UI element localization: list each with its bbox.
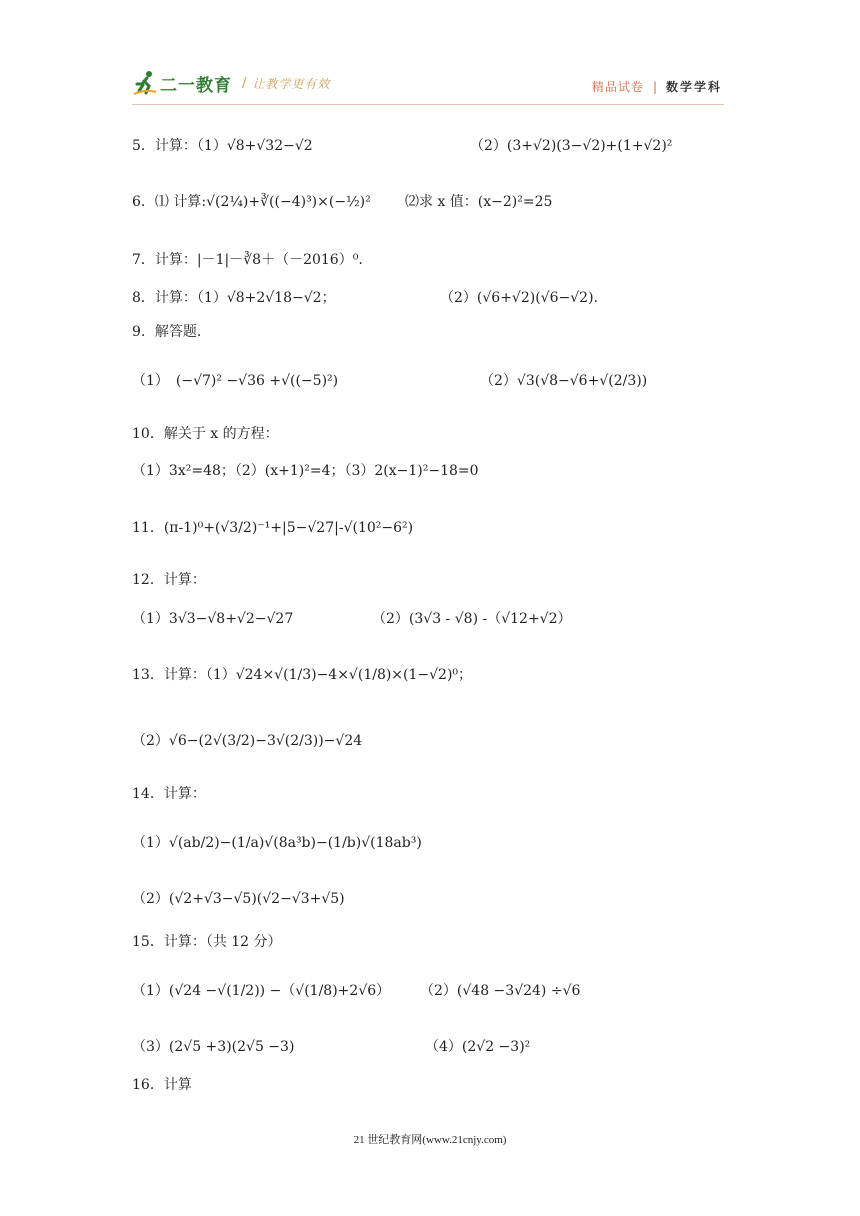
problem-13: 13．计算：（1）√24×√(1/3)−4×√(1/8)×(1−√2)⁰；: [132, 667, 473, 683]
header-separator: |: [652, 79, 657, 94]
problem-14-1: （1）√(ab/2)−(1/a)√(8a³b)−(1/b)√(18ab³): [132, 835, 422, 851]
problem-10: 10．解关于 x 的方程：: [132, 426, 279, 442]
header-slash: /: [242, 75, 247, 91]
problem-14: 14．计算：: [132, 786, 206, 802]
problem-12-1: （1）3√3−√8+√2−√27: [132, 611, 294, 627]
problem-12-2: （2）(3√3 - √8) -（√12+√2）: [372, 611, 572, 627]
problem-6: 6．⑴ 计算:√(2¼)+∛((−4)³)×(−½)²: [132, 194, 371, 210]
problem-8: 8．计算：（1）√8+2√18−√2；: [132, 290, 336, 306]
problem-15-4: （4）(2√2 −3)²: [425, 1039, 531, 1055]
header-rule: [132, 104, 724, 105]
problem-9: 9．解答题.: [132, 324, 202, 340]
brand-slogan: 让教学更有效: [252, 76, 331, 91]
problem-5-part2: （2）(3+√2)(3−√2)+(1+√2)²: [470, 138, 673, 154]
problem-15-1: （1）(√24 −√(1/2)) −（√(1/8)+2√6）: [132, 983, 391, 999]
problem-7: 7．计算：|－1|－∛8＋（－2016）⁰.: [132, 252, 363, 268]
problem-9-2: （2）√3(√8−√6+√(2/3)): [480, 373, 648, 389]
problem-16: 16．计算: [132, 1077, 192, 1093]
problem-15-2: （2）(√48 −3√24) ÷√6: [420, 983, 581, 999]
problem-6-part2: ⑵求 x 值：(x−2)²=25: [405, 194, 553, 210]
brand-name: 二一教育: [160, 75, 232, 96]
brand-logo: [132, 70, 330, 96]
problem-15: 15．计算：（共 12 分）: [132, 934, 282, 950]
problem-5: 5．计算：（1）√8+√32−√2: [132, 138, 313, 154]
problem-11: 11．(π-1)⁰+(√3/2)⁻¹+|5−√27|-√(10²−6²): [132, 520, 414, 536]
problem-14-2: （2）(√2+√3−√5)(√2−√3+√5): [132, 891, 345, 907]
problem-9-1: （1） (−√7)² −√36 +√((−5)²): [132, 373, 339, 389]
page-footer: 21 世纪教育网(www.21cnjy.com): [353, 1134, 507, 1146]
problem-13-2: （2）√6−(2√(3/2)−3√(2/3))−√24: [132, 733, 363, 749]
runner-logo-icon: [132, 70, 158, 96]
header-right: [592, 78, 722, 95]
page-header: [132, 66, 722, 102]
problem-12: 12．计算：: [132, 572, 206, 588]
subject-label: 数学学科: [665, 80, 722, 94]
product-label: 精品试卷: [591, 80, 644, 94]
problem-15-3: （3）(2√5 +3)(2√5 −3): [132, 1039, 295, 1055]
problem-10-parts: （1）3x²=48；（2）(x+1)²=4；（3）2(x−1)²−18=0: [132, 463, 479, 479]
problem-8-part2: （2）(√6+√2)(√6−√2).: [440, 290, 598, 306]
